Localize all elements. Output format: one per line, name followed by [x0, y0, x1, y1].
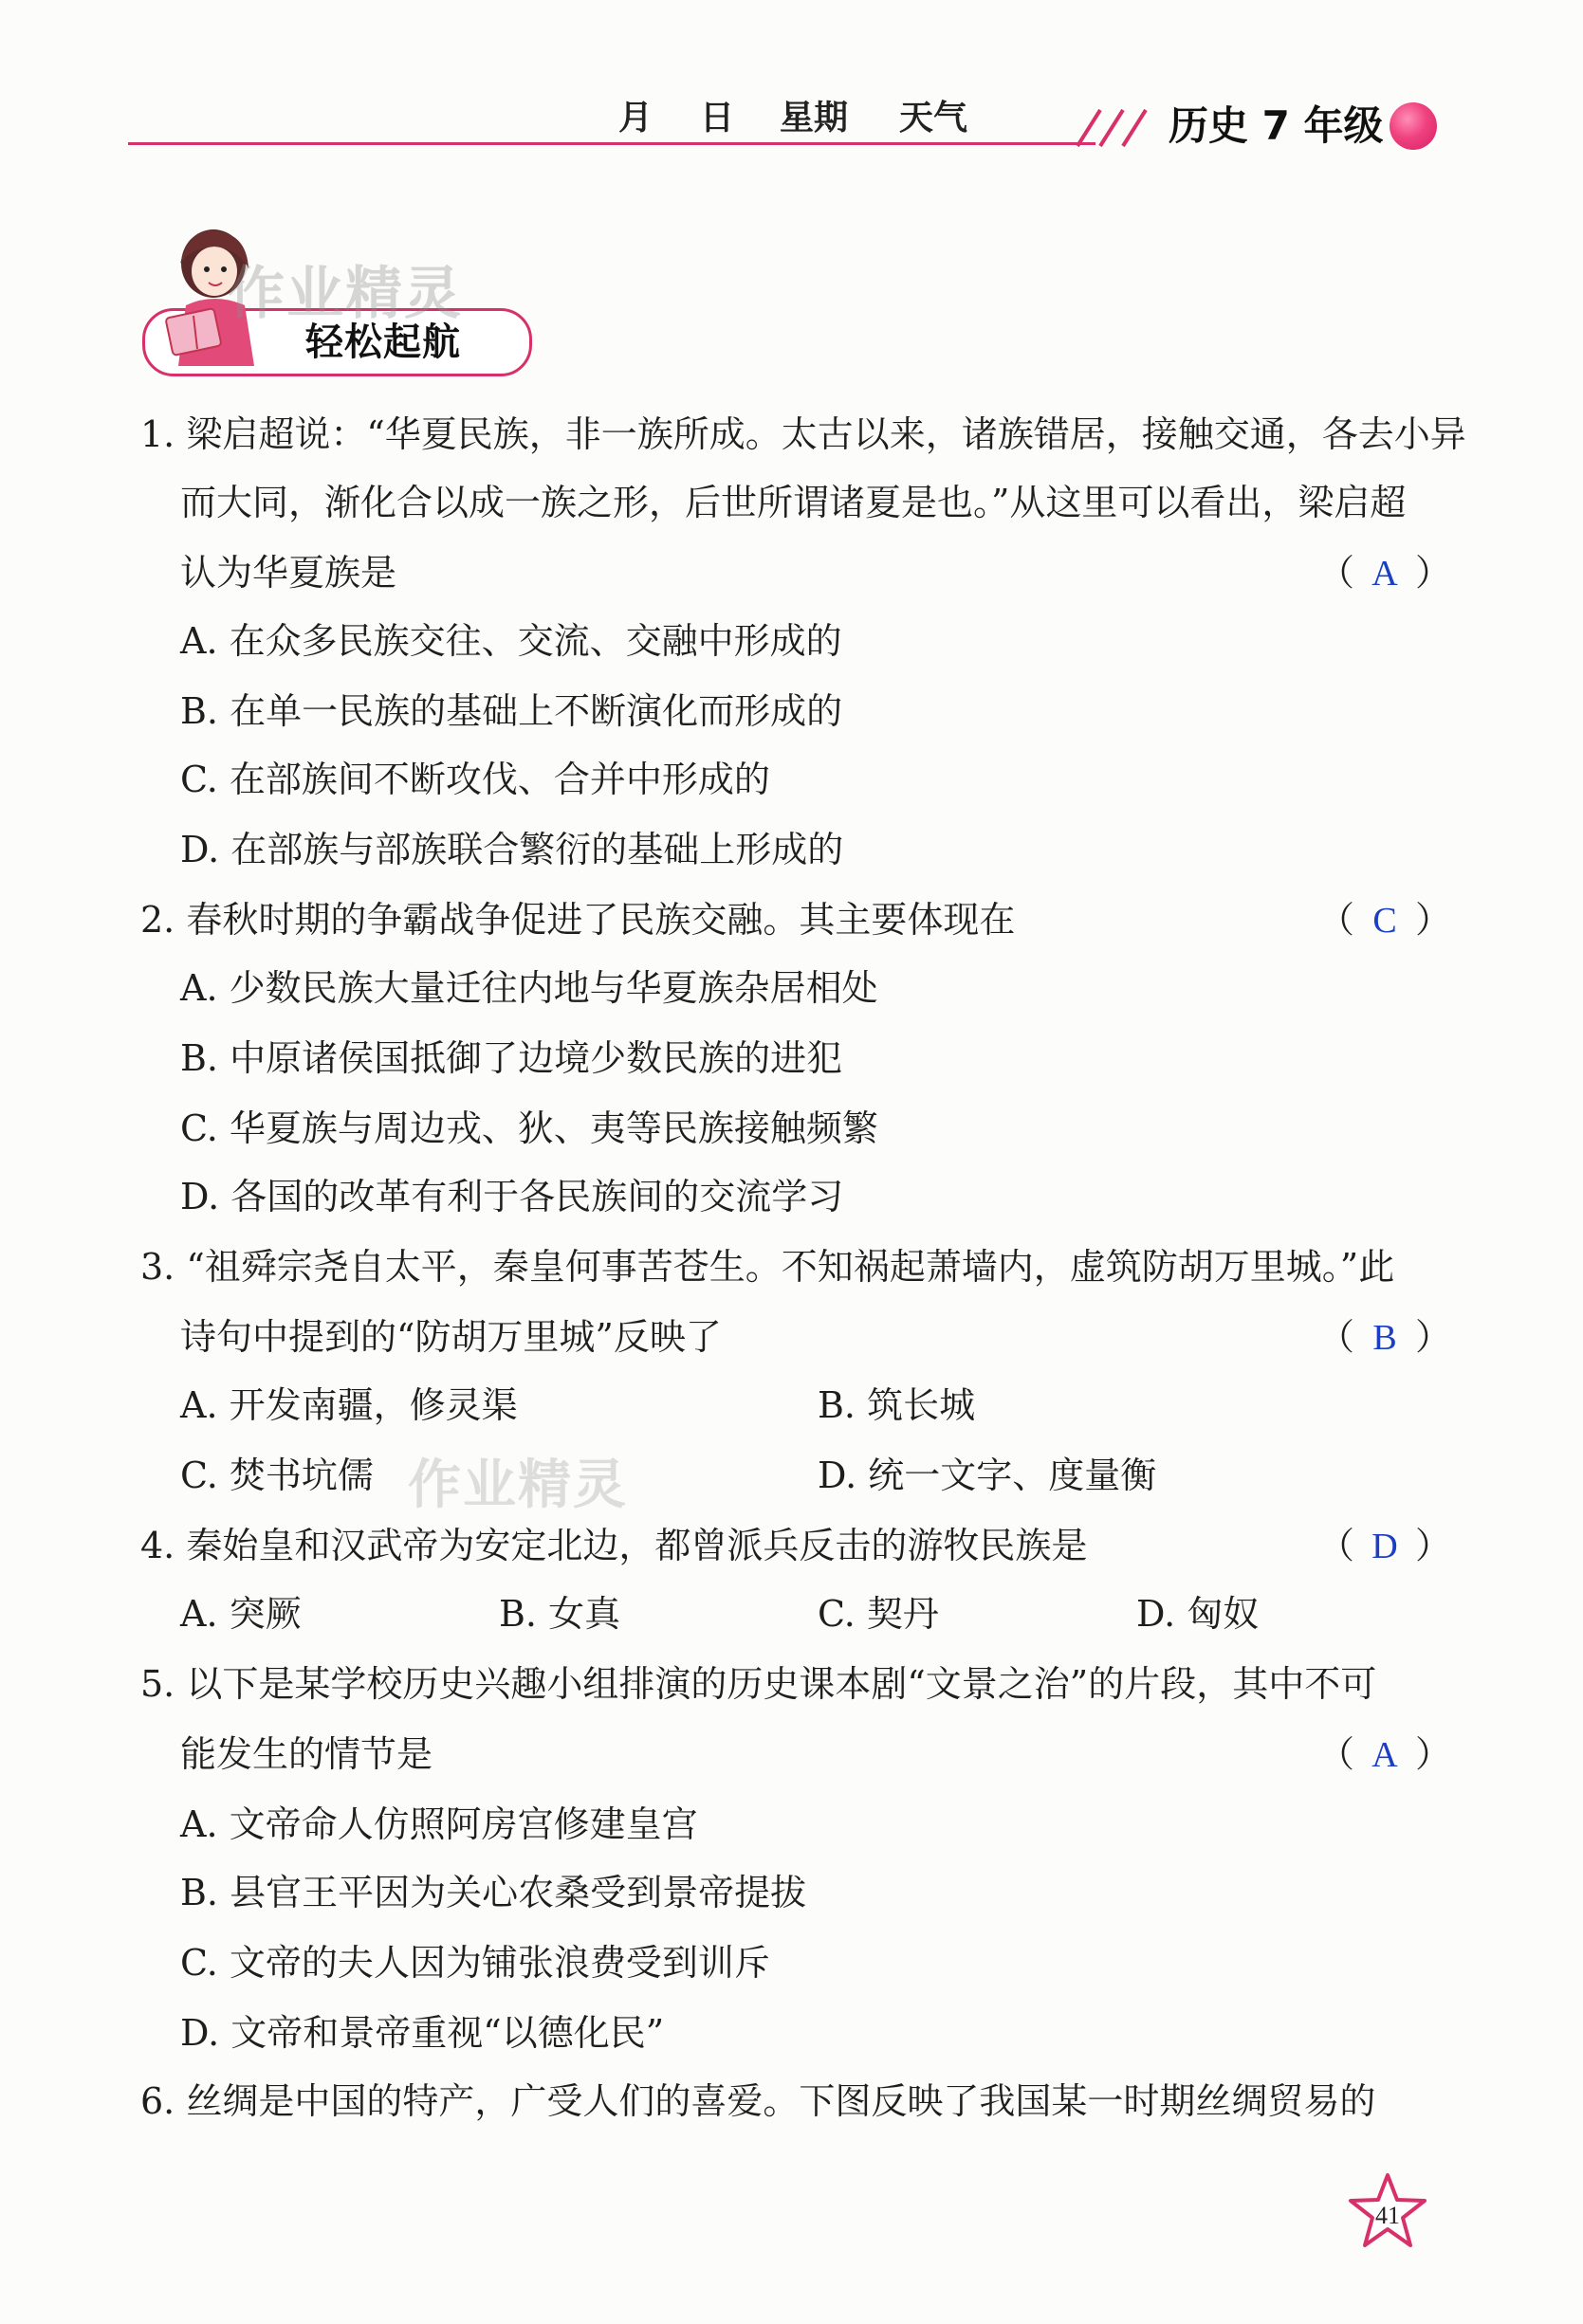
header-rule [128, 142, 1095, 145]
question-2-option-a: A. 少数民族大量迁往内地与华夏族杂居相处 [180, 967, 878, 1009]
answer-letter: C [1372, 901, 1397, 941]
question-4-line-1: 4. 秦始皇和汉武帝为安定北边，都曾派兵反击的游牧民族是 [140, 1525, 1088, 1566]
star-icon [1347, 2171, 1428, 2253]
question-5-option-b: B. 县官王平因为关心农桑受到景帝提拔 [180, 1872, 807, 1913]
question-2-line-1: 2. 春秋时期的争霸战争促进了民族交融。其主要体现在 [140, 899, 1016, 941]
section-title: 轻松起航 [305, 320, 461, 364]
question-4-option-b: B. 女真 [499, 1593, 621, 1635]
question-3-answer: （ B ） [1318, 1314, 1451, 1361]
watermark-text: 作业精灵 [228, 261, 463, 327]
question-6-line-1: 6. 丝绸是中国的特产，广受人们的喜爱。下图反映了我国某一时期丝绸贸易的 [140, 2080, 1376, 2122]
slashes-icon [1072, 104, 1157, 148]
answer-letter: A [1371, 554, 1398, 594]
question-2-answer: （ C ） [1318, 897, 1451, 943]
question-3-option-b: B. 筑长城 [818, 1384, 976, 1426]
header-month: 月 [618, 99, 653, 137]
watermark-text-2: 作业精灵 [408, 1455, 628, 1516]
question-3-line-2: 诗句中提到的“防胡万里城”反映了 [180, 1316, 722, 1358]
question-1-option-d: D. 在部族与部族联合繁衍的基础上形成的 [180, 829, 844, 870]
question-3-line-1: 3. “祖舜宗尧自太平，秦皇何事苦苍生。不知祸起萧墙内，虚筑防胡万里城。”此 [140, 1246, 1395, 1288]
question-4-option-c: C. 契丹 [818, 1593, 939, 1635]
subject-title: 历史 7 年级 [1169, 102, 1384, 149]
page-number-badge [1347, 2171, 1428, 2257]
question-5-option-d: D. 文帝和景帝重视“以德化民” [180, 2012, 665, 2054]
question-4-option-d: D. 匈奴 [1136, 1593, 1260, 1635]
question-1-option-c: C. 在部族间不断攻伐、合并中形成的 [180, 759, 770, 800]
question-1-option-b: B. 在单一民族的基础上不断演化而形成的 [180, 690, 843, 732]
question-1-line-3: 认为华夏族是 [180, 552, 397, 594]
answer-letter: D [1371, 1527, 1398, 1566]
question-1-option-a: A. 在众多民族交往、交流、交融中形成的 [180, 620, 842, 662]
question-2-option-c: C. 华夏族与周边戎、狄、夷等民族接触频繁 [180, 1107, 878, 1149]
question-3-option-a: A. 开发南疆，修灵渠 [180, 1384, 518, 1426]
header-day: 日 [700, 99, 735, 137]
question-5-line-2: 能发生的情节是 [180, 1733, 433, 1775]
pink-dot-icon [1390, 102, 1437, 150]
header-weather: 天气 [899, 99, 968, 137]
question-2-option-b: B. 中原诸侯国抵御了边境少数民族的进犯 [180, 1037, 843, 1079]
question-2-option-d: D. 各国的改革有利于各民族间的交流学习 [180, 1176, 844, 1217]
question-3-option-d: D. 统一文字、度量衡 [818, 1455, 1157, 1496]
question-4-answer: （ D ） [1318, 1523, 1451, 1569]
header-weekday: 星期 [780, 99, 849, 137]
question-1-line-1: 1. 梁启超说：“华夏民族，非一族所成。太古以来，诸族错居，接触交通，各去小异 [140, 413, 1466, 455]
question-1-line-2: 而大同，渐化合以成一族之形，后世所谓诸夏是也。”从这里可以看出，梁启超 [180, 482, 1407, 523]
answer-letter: A [1371, 1735, 1398, 1775]
answer-letter: B [1372, 1318, 1397, 1358]
question-5-option-c: C. 文帝的夫人因为铺张浪费受到训斥 [180, 1942, 770, 1984]
question-1-answer: （ A ） [1318, 550, 1451, 596]
page-number: 41 [1375, 2202, 1400, 2229]
question-4-option-a: A. 突厥 [180, 1593, 302, 1635]
question-5-option-a: A. 文帝命人仿照阿房宫修建皇宫 [180, 1803, 698, 1845]
question-5-answer: （ A ） [1318, 1731, 1451, 1778]
question-5-line-1: 5. 以下是某学校历史兴趣小组排演的历史课本剧“文景之治”的片段，其中不可 [140, 1663, 1377, 1705]
question-3-option-c: C. 焚书坑儒 [180, 1455, 374, 1496]
